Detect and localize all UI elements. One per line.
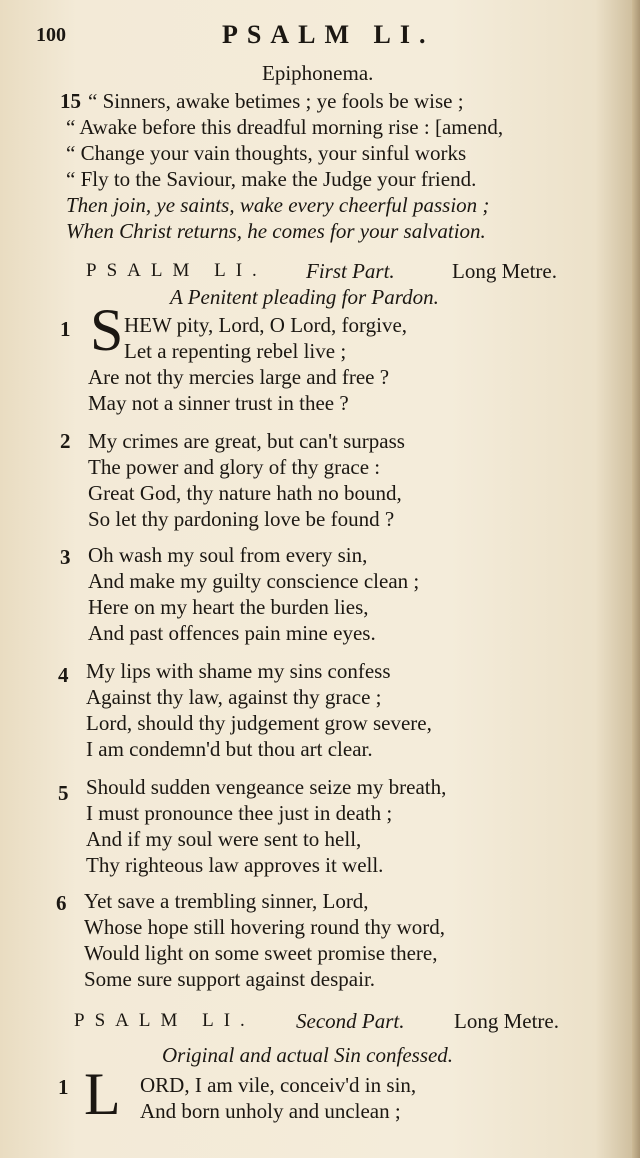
verse-line: Oh wash my soul from every sin, [88, 543, 368, 567]
verse-line: Thy righteous law approves it well. [86, 853, 384, 877]
psalm-heading: PSALM LI. [74, 1010, 255, 1031]
verse-line: The power and glory of thy grace : [88, 455, 381, 479]
verse-line-italic: When Christ returns, he comes for your salvation. [66, 219, 486, 243]
verse-line: And make my guilty conscience clean ; [88, 569, 420, 593]
part-label: Second Part. [296, 1009, 405, 1033]
verse-line: And past offences pain mine eyes. [88, 621, 376, 645]
page-title: PSALM LI. [222, 20, 435, 49]
verse-line: And if my soul were sent to hell, [86, 827, 362, 851]
verse-line: My lips with shame my sins confess [86, 659, 391, 683]
drop-cap: S [90, 297, 124, 363]
verse-line: May not a sinner trust in thee ? [88, 391, 349, 415]
verse-line: Should sudden vengeance seize my breath, [86, 775, 447, 799]
verse-line: Yet save a trembling sinner, Lord, [84, 889, 369, 913]
stanza-number: 3 [60, 545, 71, 569]
page-number: 100 [36, 24, 66, 46]
verse-line: “ Awake before this dreadful morning rise : [amend, [66, 115, 504, 139]
verse-line: I am condemn'd but thou art clear. [86, 737, 373, 761]
verse-line: Some sure support against despair. [84, 967, 376, 991]
verse-line: Whose hope still hovering round thy word, [84, 915, 446, 939]
verse-line: So let thy pardoning love be found ? [88, 507, 395, 531]
part-label: First Part. [306, 259, 395, 283]
stanza-number: 5 [58, 781, 69, 805]
verse-line: And born unholy and unclean ; [140, 1099, 401, 1123]
stanza-number: 4 [58, 663, 69, 687]
drop-cap: L [84, 1061, 121, 1127]
verse-line: Would light on some sweet promise there, [84, 941, 438, 965]
verse-line: Let a repenting rebel live ; [124, 339, 347, 363]
verse-line: Are not thy mercies large and free ? [88, 365, 390, 389]
verse-line: “ Change your vain thoughts, your sinful works [66, 141, 467, 165]
page-edge [632, 0, 640, 1158]
verse-line: Against thy law, against thy grace ; [86, 685, 382, 709]
verse-line: I must pronounce thee just in death ; [86, 801, 393, 825]
verse-number: 15 [60, 89, 81, 113]
metre-label: Long Metre. [452, 259, 557, 283]
verse-line: My crimes are great, but can't surpass [88, 429, 405, 453]
stanza-number: 6 [56, 891, 67, 915]
stanza-number: 2 [60, 429, 71, 453]
verse-line: HEW pity, Lord, O Lord, forgive, [124, 313, 408, 337]
verse-line: Great God, thy nature hath no bound, [88, 481, 402, 505]
verse-line: Here on my heart the burden lies, [88, 595, 369, 619]
psalm-heading: PSALM LI. [86, 260, 267, 281]
verse-line-italic: Then join, ye saints, wake every cheerful passion ; [66, 193, 490, 217]
psalm-subtitle: Original and actual Sin confessed. [162, 1043, 454, 1067]
stanza-number: 1 [58, 1075, 69, 1099]
verse-line: ORD, I am vile, conceiv'd in sin, [140, 1073, 417, 1097]
epiphonema-heading: Epiphonema. [262, 61, 374, 85]
verse-line: “ Sinners, awake betimes ; ye fools be wise ; [88, 89, 464, 113]
verse-line: “ Fly to the Saviour, make the Judge your friend. [66, 167, 477, 191]
metre-label: Long Metre. [454, 1009, 559, 1033]
stanza-number: 1 [60, 317, 71, 341]
verse-line: Lord, should thy judgement grow severe, [86, 711, 432, 735]
psalm-subtitle: A Penitent pleading for Pardon. [170, 285, 439, 309]
